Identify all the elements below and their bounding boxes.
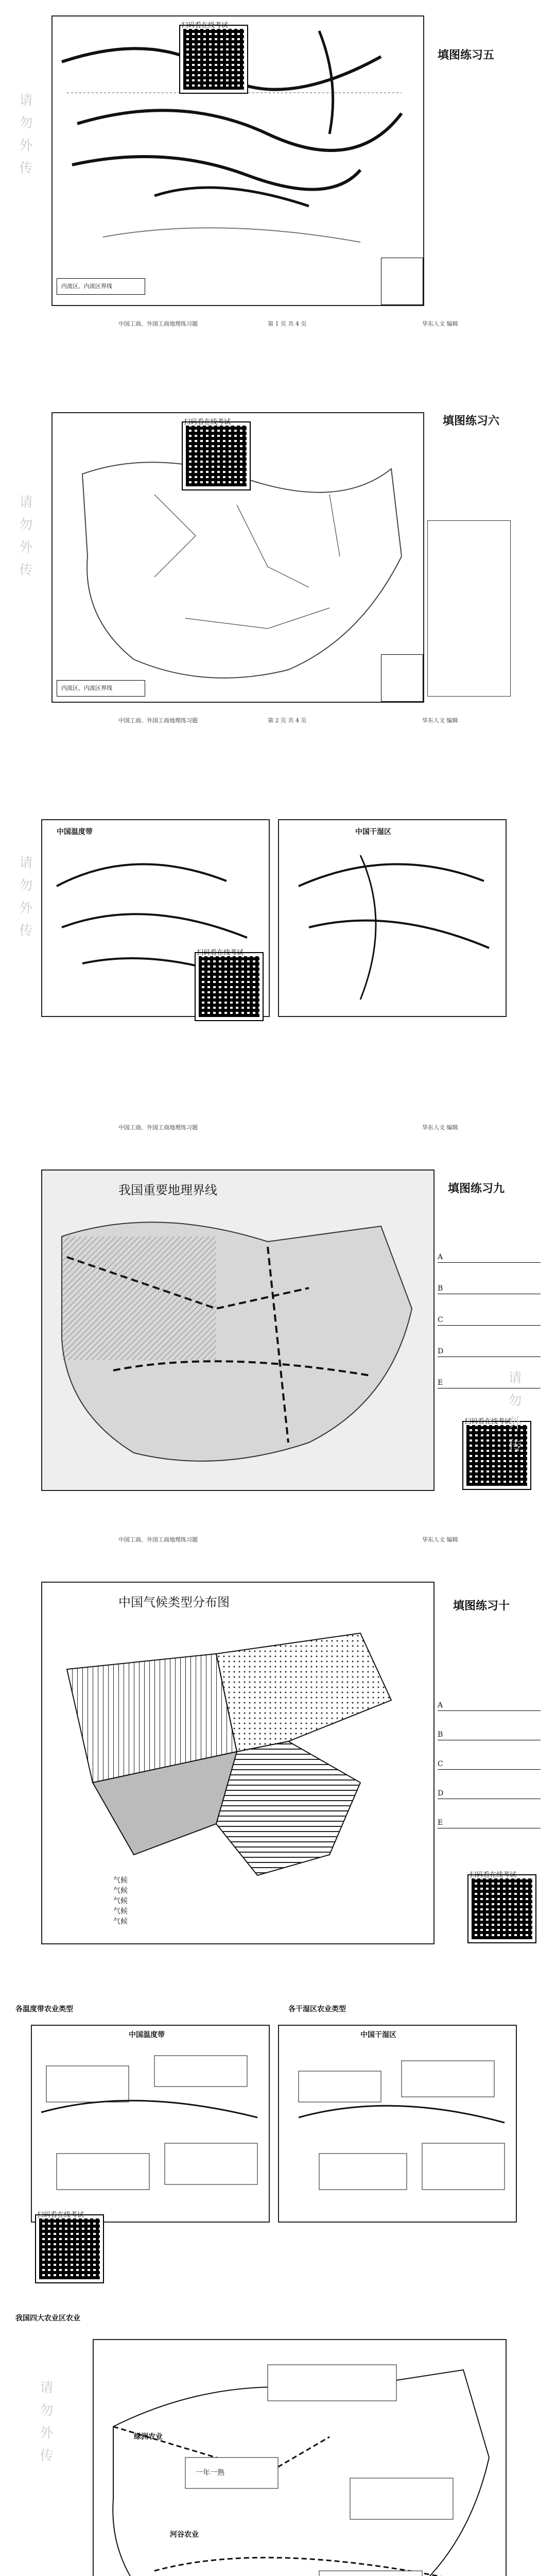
watermark: 请勿外传 xyxy=(17,855,32,946)
watermark: 请勿外传 xyxy=(38,2380,53,2471)
footer-right: 华东人文 编辑 xyxy=(422,717,458,724)
qr-caption: 扫码看在线考试 xyxy=(464,1418,512,1426)
answer-letter: E xyxy=(438,1378,541,1388)
map-title: 中国气候类型分布图 xyxy=(118,1595,230,1609)
qr-code xyxy=(183,422,250,489)
footer-left: 中国工商、外国工商地理练习题 xyxy=(118,320,198,327)
footer-right: 华东人文 编辑 xyxy=(422,1124,458,1131)
map-legend: 内流区、内流区界线 xyxy=(57,278,145,295)
footer-left: 中国工商、外国工商地理练习题 xyxy=(118,1536,198,1543)
page-1 xyxy=(0,0,556,392)
map-legend: 内流区、内流区界线 xyxy=(57,680,145,697)
qr-caption: 扫码看在线考试 xyxy=(470,1871,517,1879)
page-2 xyxy=(0,402,556,783)
climate-legend: 气候 气候 气候 气候 气候 xyxy=(113,1876,128,1926)
section-right-title: 各干湿区农业类型 xyxy=(288,2005,346,2013)
section-left-title: 各温度带农业类型 xyxy=(15,2005,73,2013)
south-china-sea-inset xyxy=(381,258,423,305)
map-title: 我国重要地理界线 xyxy=(118,1183,217,1197)
page-5 xyxy=(0,1566,556,1978)
qr-code xyxy=(468,1875,535,1942)
page-title: 填图练习九 xyxy=(448,1182,505,1195)
map-left-title: 中国温度带 xyxy=(57,828,93,836)
answer-table xyxy=(427,520,511,697)
page-title: 填图练习五 xyxy=(438,48,495,62)
answer-list: A B C D E xyxy=(438,1700,541,1828)
qr-code xyxy=(180,26,247,93)
footer-left: 中国工商、外国工商地理练习题 xyxy=(118,717,198,724)
region-label: 河谷农业 xyxy=(170,2531,199,2539)
section-title: 我国四大农业区农业 xyxy=(15,2314,80,2323)
answer-letter: D xyxy=(438,1346,541,1357)
answer-letter: C xyxy=(438,1315,541,1326)
footer-right: 华东人文 编辑 xyxy=(422,1536,458,1543)
page-4 xyxy=(0,1154,556,1556)
map-right-title: 中国干湿区 xyxy=(355,828,391,836)
answer-letter: B xyxy=(438,1283,541,1294)
agriculture-regions-map xyxy=(0,2303,556,2576)
region-label: 一年一熟 xyxy=(196,2469,224,2477)
qr-caption: 扫码看在线考试 xyxy=(184,418,231,426)
temperature-humidity-zones xyxy=(0,793,556,1144)
qr-code xyxy=(196,953,263,1020)
watermark: 请勿外传 xyxy=(506,1370,522,1461)
footer-right: 华东人文 编辑 xyxy=(422,320,458,327)
qr-caption: 扫码看在线考试 xyxy=(37,2211,84,2219)
answer-letter: A xyxy=(438,1252,541,1263)
map-left-title: 中国温度带 xyxy=(129,2031,165,2039)
page-title: 填图练习十 xyxy=(453,1599,510,1613)
map-right-title: 中国干湿区 xyxy=(360,2031,396,2039)
page-7 xyxy=(0,2303,556,2576)
watermark: 请勿外传 xyxy=(17,495,32,585)
answer-list xyxy=(438,1252,541,1388)
footer-left: 中国工商、外国工商地理练习题 xyxy=(118,1124,198,1131)
footer-page: 第 1 页 共 4 页 xyxy=(268,320,307,327)
qr-caption: 扫码看在线考试 xyxy=(181,22,229,29)
south-china-sea-inset xyxy=(381,654,423,702)
region-label: 绿洲农业 xyxy=(134,2433,163,2441)
watermark: 请勿外传 xyxy=(17,93,32,183)
qr-caption: 扫码看在线考试 xyxy=(197,949,244,957)
qr-code xyxy=(36,2215,103,2282)
footer-page: 第 2 页 共 4 页 xyxy=(268,717,307,724)
page-3 xyxy=(0,793,556,1144)
page-title: 填图练习六 xyxy=(443,414,500,428)
page-6 xyxy=(0,1999,556,2287)
